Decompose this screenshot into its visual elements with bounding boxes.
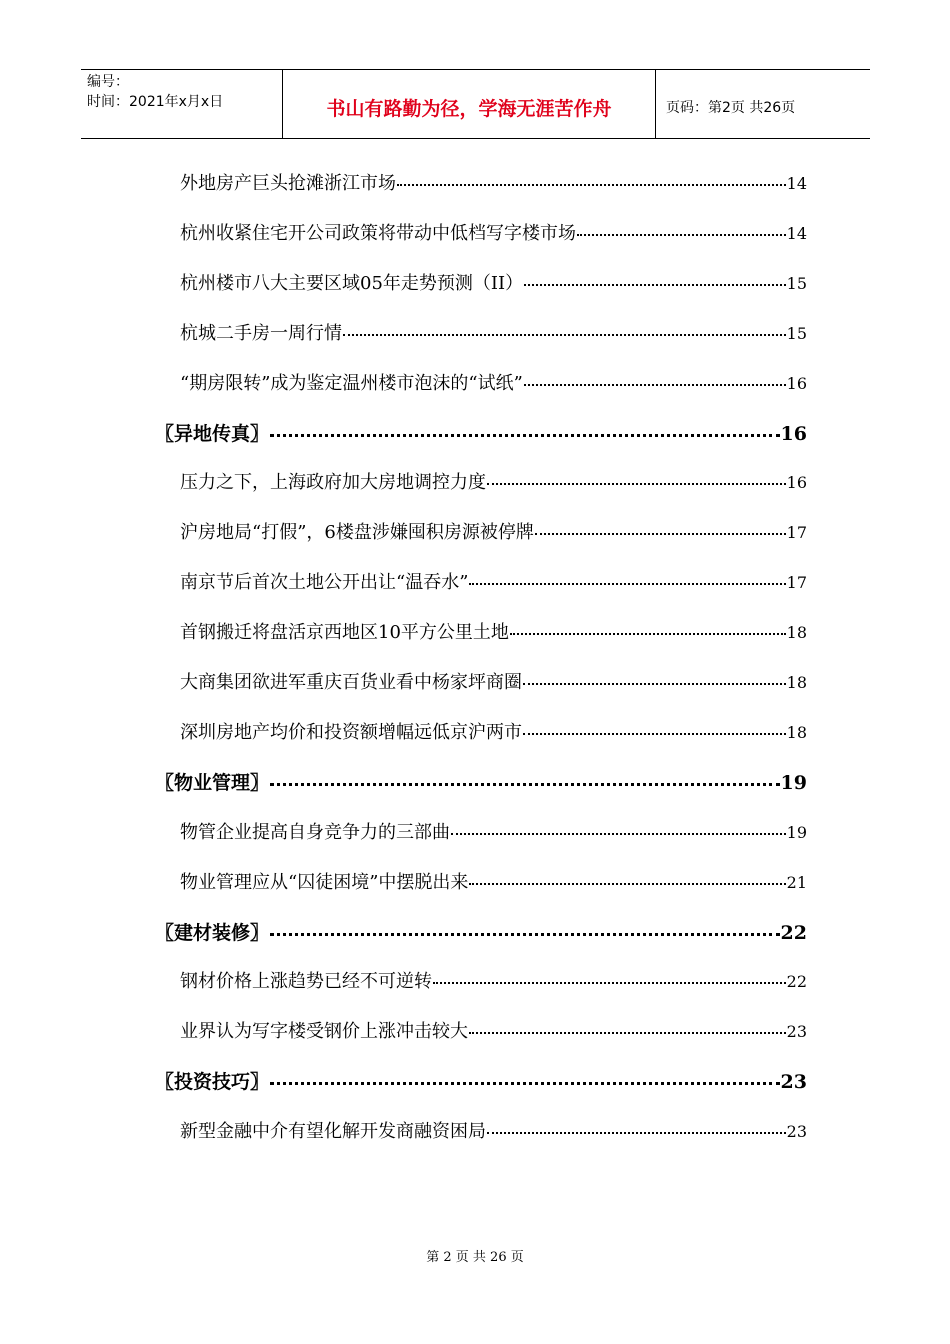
toc-entry-title: 物业管理应从“囚徒困境”中摆脱出来	[180, 871, 469, 893]
toc-entry-page: 14	[786, 174, 807, 193]
toc-dot-leader	[270, 783, 780, 786]
toc-entry[interactable]	[180, 319, 807, 349]
toc-dot-leader	[469, 583, 785, 585]
toc-entry-page: 15	[786, 323, 807, 343]
toc-entry-page: 17	[786, 523, 807, 543]
toc-entry[interactable]	[180, 568, 807, 598]
toc-entry[interactable]	[180, 818, 807, 848]
toc-dot-leader	[469, 1032, 786, 1034]
toc-dot-leader	[270, 1082, 780, 1085]
toc-entry-page: 15	[786, 273, 807, 293]
toc-entry-page: 19	[786, 822, 807, 842]
toc-entry-page: 18	[786, 722, 807, 742]
toc-dot-leader	[523, 683, 786, 685]
document-header	[81, 69, 870, 139]
toc-section-entry[interactable]	[155, 918, 807, 948]
toc-entry-title: 压力之下，上海政府加大房地调控力度	[180, 472, 486, 494]
toc-entry-page: 21	[786, 872, 807, 892]
toc-entry-title: 〖物业管理〗	[155, 771, 270, 794]
toc-dot-leader	[451, 833, 786, 835]
header-motto-cell	[283, 70, 656, 138]
toc-entry-title: 〖建材装修〗	[155, 921, 270, 944]
toc-entry-title: 杭州楼市八大主要区域05年走势预测（II）	[180, 272, 524, 294]
toc-entry[interactable]	[180, 468, 807, 498]
toc-entry-page: 23	[786, 1022, 807, 1042]
toc-entry[interactable]	[180, 518, 807, 548]
toc-entry-page: 23	[786, 1122, 807, 1142]
toc-dot-leader	[469, 883, 785, 885]
header-page-cell	[656, 70, 870, 138]
toc-entry[interactable]	[180, 219, 807, 249]
toc-entry[interactable]	[180, 269, 807, 299]
toc-dot-leader	[270, 933, 780, 936]
toc-entry-title: 钢材价格上涨趋势已经不可逆转	[180, 971, 432, 993]
toc-entry-title: 杭城二手房一周行情	[180, 322, 342, 344]
toc-dot-leader	[577, 234, 786, 236]
toc-entry-title: 外地房产巨头抢滩浙江市场	[180, 173, 396, 194]
header-meta-cell	[81, 70, 283, 138]
toc-entry-title: 〖投资技巧〗	[155, 1071, 270, 1094]
toc-dot-leader	[535, 533, 786, 535]
serial-label: 编号：	[87, 74, 129, 90]
page-footer: 第 2 页 共 26 页	[426, 1250, 524, 1265]
date-label: 时间：2021年x月x日	[87, 94, 224, 110]
toc-dot-leader	[433, 982, 786, 984]
toc-dot-leader	[487, 1132, 786, 1134]
motto-text: 书山有路勤为径，学海无涯苦作舟	[326, 97, 612, 120]
toc-entry-title: 杭州收紧住宅开公司政策将带动中低档写字楼市场	[180, 222, 576, 244]
toc-entry-page: 14	[786, 223, 807, 243]
toc-entry-title: 新型金融中介有望化解开发商融资困局	[180, 1121, 486, 1143]
toc-dot-leader	[397, 184, 786, 186]
toc-entry-title: 物管企业提高自身竞争力的三部曲	[180, 821, 450, 843]
toc-entry-page: 18	[786, 623, 807, 643]
toc-entry-title: 沪房地局“打假”，6楼盘涉嫌囤积房源被停牌	[180, 522, 534, 544]
toc-entry[interactable]	[180, 369, 807, 399]
toc-dot-leader	[487, 483, 786, 485]
toc-entry-page: 19	[780, 771, 807, 794]
toc-dot-leader	[510, 633, 786, 635]
toc-entry-page: 16	[786, 473, 807, 493]
toc-dot-leader	[524, 384, 786, 386]
toc-entry-title: 深圳房地产均价和投资额增幅远低京沪两市	[180, 721, 522, 743]
toc-section-entry[interactable]	[155, 1067, 807, 1097]
toc-entry[interactable]	[180, 718, 807, 748]
toc-entry-title: 业界认为写字楼受钢价上涨冲击较大	[180, 1021, 468, 1043]
toc-entry-title: 大商集团欲进军重庆百货业看中杨家坪商圈	[180, 672, 522, 693]
toc-entry-page: 22	[786, 972, 807, 992]
toc-entry[interactable]	[180, 1117, 807, 1147]
toc-entry[interactable]	[180, 169, 807, 199]
toc-entry-page: 16	[786, 373, 807, 393]
toc-dot-leader	[270, 434, 780, 437]
toc-entry[interactable]	[180, 967, 807, 997]
toc-entry-title: 首钢搬迁将盘活京西地区10平方公里土地	[180, 622, 509, 644]
toc-entry-page: 18	[786, 673, 807, 692]
toc-entry[interactable]	[180, 1017, 807, 1047]
toc-entry-title: “期房限转”成为鉴定温州楼市泡沫的“试纸”	[180, 372, 523, 394]
toc-dot-leader	[343, 334, 786, 336]
toc-entry-page: 17	[786, 573, 807, 593]
page-info: 页码：第2页 共26页	[666, 100, 796, 116]
toc-dot-leader	[523, 733, 786, 735]
toc-section-entry[interactable]	[155, 768, 807, 798]
toc-entry[interactable]	[180, 618, 807, 648]
toc-dot-leader	[524, 284, 786, 286]
toc-entry-title: 〖异地传真〗	[155, 422, 270, 445]
toc-entry-page: 23	[780, 1071, 807, 1094]
toc-entry[interactable]	[180, 868, 807, 898]
toc-section-entry[interactable]	[155, 419, 807, 449]
toc-entry-page: 22	[780, 921, 807, 944]
toc-entry-page: 16	[780, 422, 807, 445]
toc-entry-title: 南京节后首次土地公开出让“温吞水”	[180, 572, 469, 594]
toc-entry[interactable]	[180, 668, 807, 698]
